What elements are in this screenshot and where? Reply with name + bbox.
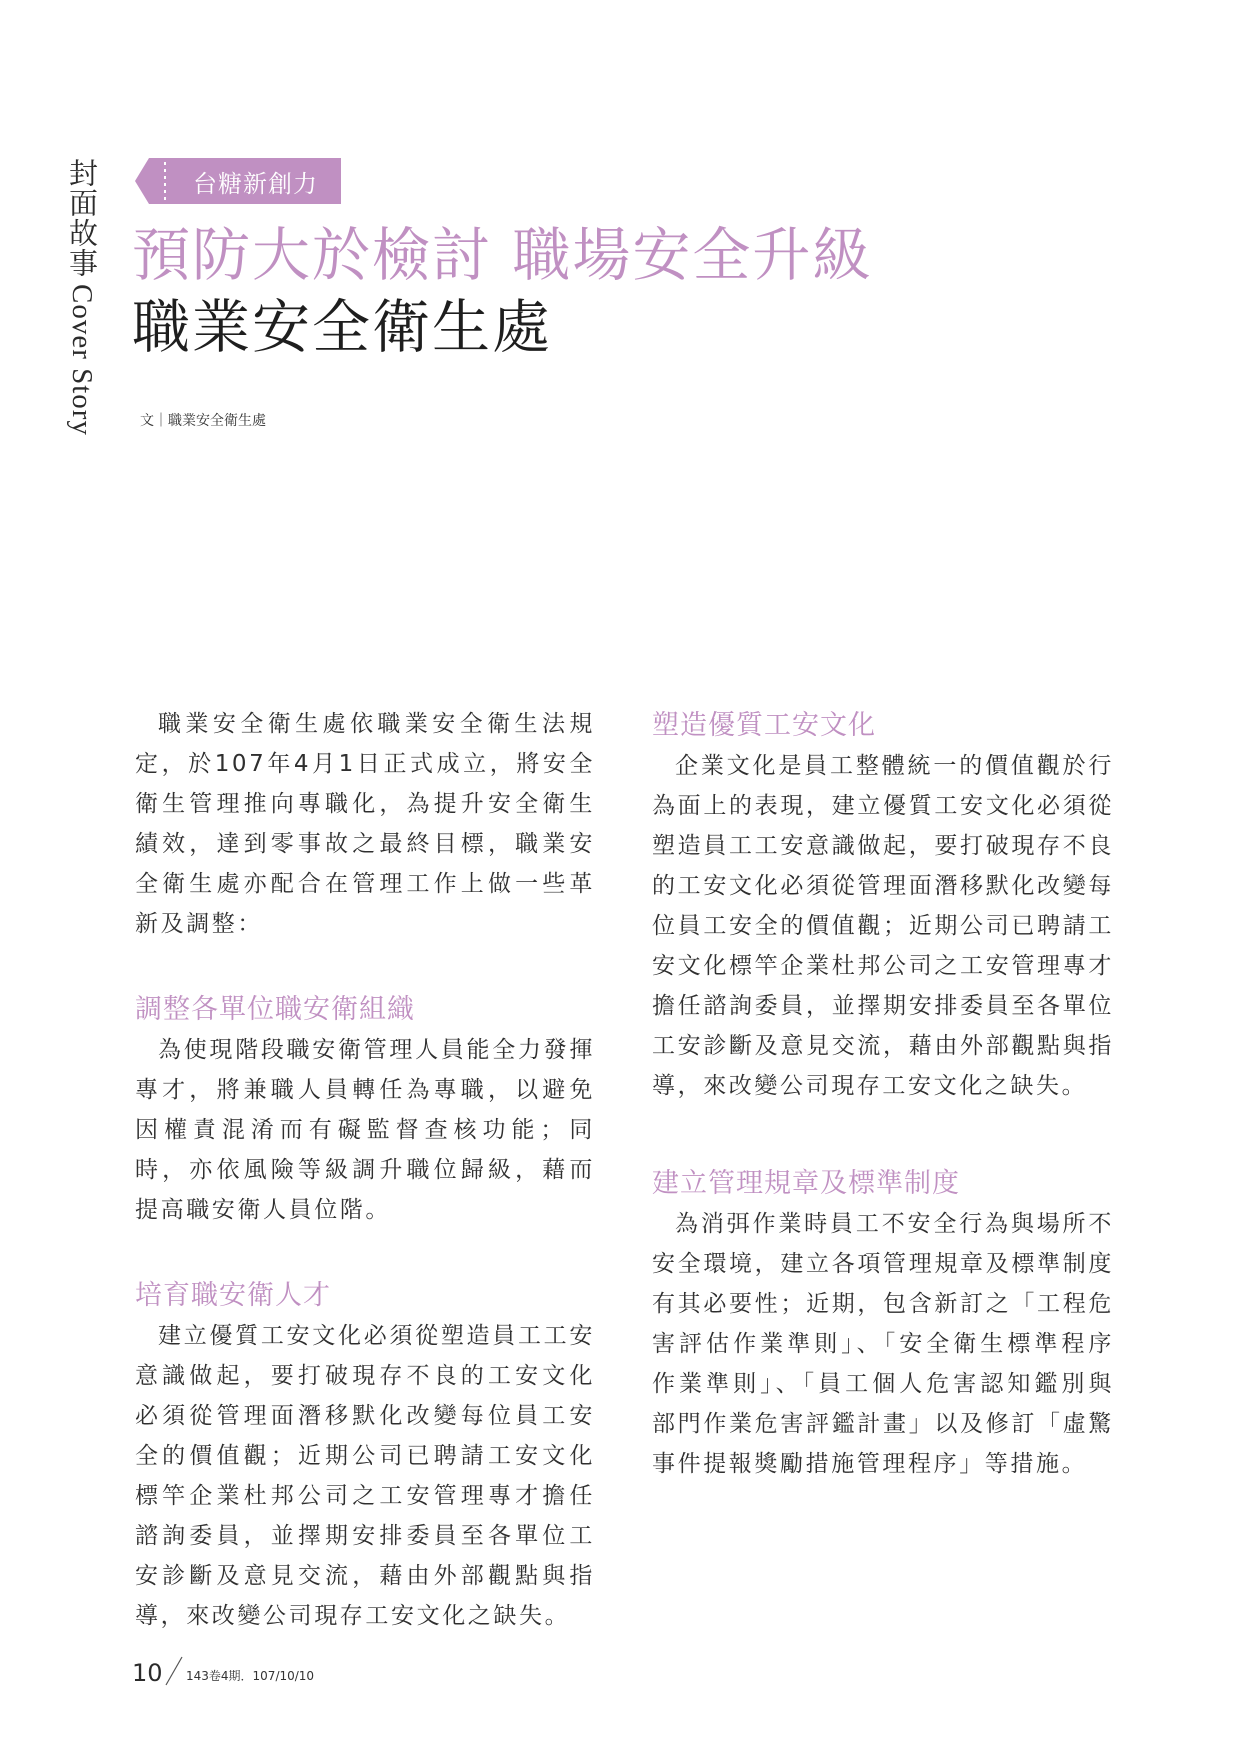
category-tag [135, 158, 341, 204]
section-body: 建立優質工安文化必須從塑造員工工安意識做起，要打破現存不良的工安文化必須從管理面潛移默化改變每位員工安全的價值觀；近期公司已聘請工安文化標竿企業杜邦公司之工安管理專才擔任諮詢委員，並擇期安排委員至各單位工安診斷及意見交流，藉由外部觀點與指導，來改變公司現存工安文化之缺失。 [135, 1323, 595, 1629]
issue-info: 143卷4期．107/10/10 [186, 1669, 315, 1683]
section-heading: 調整各單位職安衛組織 [135, 994, 415, 1025]
intro-paragraph: 職業安全衛生處依職業安全衛生法規定，於107年4月1日正式成立，將安全衛生管理推向專職化，為提升安全衛生績效，達到零事故之最終目標，職業安全衛生處亦配合在管理工作上做一些革新及調整： [135, 711, 595, 937]
section-body: 企業文化是員工整體統一的價值觀於行為面上的表現，建立優質工安文化必須從塑造員工工安意識做起，要打破現存不良的工安文化必須從管理面潛移默化改變每位員工安全的價值觀；近期公司已聘請工安文化標竿企業杜邦公司之工安管理專才擔任諮詢委員，並擇期安排委員至各單位工安診斷及意見交流，藉由外部觀點與指導，來改變公司現存工安文化之缺失。 [652, 753, 1114, 1099]
left-column [135, 704, 595, 1636]
section-heading: 培育職安衛人才 [135, 1280, 331, 1311]
section-heading: 塑造優質工安文化 [652, 710, 876, 741]
section-label-en: Cover Story [66, 284, 98, 436]
folio-slash-divider [164, 1655, 184, 1687]
tag-label: 台糖新創力 [193, 170, 318, 198]
article-title: 預防大於檢討 職場安全升級 [132, 221, 873, 289]
byline: 文｜職業安全衛生處 [140, 413, 266, 429]
right-column [652, 706, 1114, 1484]
page-footer [132, 1655, 532, 1695]
section-heading: 建立管理規章及標準制度 [652, 1168, 960, 1199]
section-label [52, 158, 99, 436]
section-body: 為使現階段職安衛管理人員能全力發揮專才，將兼職人員轉任為專職，以避免因權責混淆而有礙監督查核功能；同時，亦依風險等級調升職位歸級，藉而提高職安衛人員位階。 [135, 1037, 595, 1223]
section-label-zh: 封面故事 [65, 158, 99, 278]
article-subtitle: 職業安全衛生處 [132, 293, 553, 361]
page-number: 10 [132, 1659, 163, 1687]
section-body: 為消弭作業時員工不安全行為與場所不安全環境，建立各項管理規章及標準制度有其必要性；近期，包含新訂之「工程危害評估作業準則」、「安全衛生標準程序作業準則」、「員工個人危害認知鑑別與部門作業危害評鑑計畫」以及修訂「虛驚事件提報獎勵措施管理程序」等措施。 [652, 1211, 1114, 1477]
